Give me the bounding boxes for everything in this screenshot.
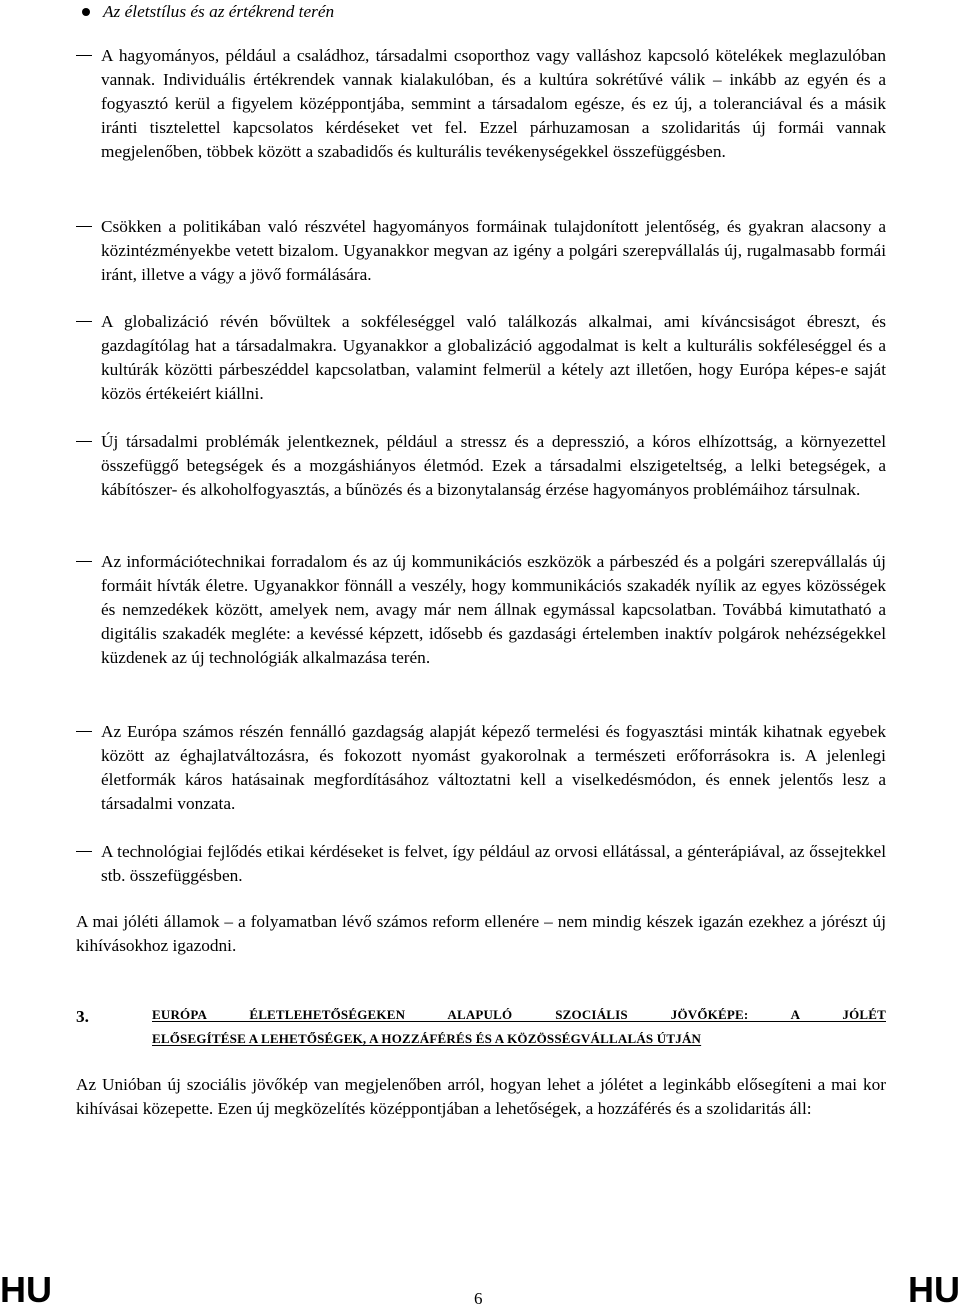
section-title-line: ELŐSEGÍTÉSE A LEHETŐSÉGEK, A HOZZÁFÉRÉS ÉS A KÖZÖSSÉGVÁLLALÁS ÚTJÁN [152,1031,702,1046]
dash-icon [76,851,92,852]
list-item-text: A globalizáció révén bővültek a sokféleséggel való találkozás alkalmai, ami kíváncsiságot ébreszt, és gazdagítólag hat a társadalmakra. Ugyanakkor a globalizáció aggodalmat is kelt a kulturális sokféleséggel és a kultúrák közötti párbeszéddel kapcsolatban, valamint felmerül a kétely azt illetően, hogy Európa képes-e saját közös értékeiért kiállni. [101,312,886,403]
language-code: HU [908,1269,960,1310]
section-number: 3. [76,1007,89,1026]
dash-icon [76,441,92,442]
section-title-line: EURÓPA ÉLETLEHETŐSÉGEKEN ALAPULÓ SZOCIÁLIS JÖVŐKÉPE: A JÓLÉT [152,1007,886,1022]
subheading-text: Az életstílus és az értékrend terén [103,2,335,21]
list-item-text: A technológiai fejlődés etikai kérdéseket is felvet, így például az orvosi ellátással, a génterápiával, az őssejtekkel stb. összefüggésben. [101,842,886,885]
dash-icon [76,55,92,56]
dash-icon [76,321,92,322]
page-number: 6 [474,1289,483,1308]
list-item-text: Az információtechnikai forradalom és az új kommunikációs eszközök a párbeszéd és a polgári szerepvállalás új formáit hívták életre. Ugyanakkor fönnáll a veszély, hogy kommunikációs szakadék nyílik az egyes közösségek és nemzedékek között, amelyek nem, avagy már nem állnak egymással kapcsolatban. Továbbá kimutatható a digitális szakadék megléte: a kevéssé képzett, idősebb és gazdasági értelemben inaktív polgárok nehézségekkel küzdenek az új technológiák alkalmazása terén. [101,552,886,667]
dash-icon [76,226,92,227]
list-item [76,840,886,888]
language-code: HU [0,1269,52,1310]
list-item [76,310,886,406]
section-subheading [76,0,896,24]
dash-icon [76,731,92,732]
list-item [76,550,886,670]
list-item-text: Csökken a politikában való részvétel hagyományos formáinak tulajdonított jelentőség, és gyakran alacsony a közintézményekbe vetett bizalom. Ugyanakkor megvan az igény a polgári szerepvállalás új, rugalmasabb formái iránt, illetve a vágy a jövő formálására. [101,217,886,284]
list-item-text: Az Európa számos részén fennálló gazdagság alapját képező termelési és fogyasztási minták kihatnak egyebek között az éghajlatváltozásra, és fokozott nyomást gyakorolnak a természeti erőforrásokra is. A jelenlegi életformák káros hatásainak megfordításához változtatni kell a viselkedésmódon, és ennek jelentős lesz a társadalmi vonzata. [101,722,886,813]
dash-icon [76,561,92,562]
list-item [76,720,886,816]
bullet-icon [82,8,90,16]
list-item [76,430,886,502]
list-item [76,44,886,164]
list-item [76,215,886,287]
list-item-text: Új társadalmi problémák jelentkeznek, például a stressz és a depresszió, a kóros elhízottság, a környezettel összefüggő betegségek és a mozgáshiányos életmód. Ezek a társadalmi elszigeteltség, a lelki betegségek, a kábítószer- és alkoholfogyasztás, a bűnözés és a bizonytalanság érzése hagyományos problémáihoz társulnak. [101,432,886,499]
list-item-text: A hagyományos, például a családhoz, társadalmi csoporthoz vagy valláshoz kapcsoló kötelékek meglazulóban vannak. Individuális értékrendek vannak kialakulóban, és a kultúra sokrétűvé válik – inkább az egyén és a fogyasztó kerül a figyelem középpontjába, semmint a társadalom egésze, és ez új, a toleranciával és a másik iránti tisztelettel kapcsolatos kérdéseket vet fel. Ezzel párhuzamosan a szolidaritás új formái vannak megjelenőben, többek között a szabadidős és kulturális tevékenységekkel összefüggésben. [101,46,886,161]
intro-paragraph: Az Unióban új szociális jövőkép van megjelenőben arról, hogyan lehet a jólétet a leginkább elősegíteni a mai kor kihívásai közepette. Ezen új megközelítés középpontjában a lehetőségek, a hozzáférés és a szolidaritás áll: [76,1075,886,1118]
closing-paragraph: A mai jóléti államok – a folyamatban lévő számos reform ellenére – nem mindig készek igazán ezekhez a jórészt új kihívásokhoz igazodni. [76,912,886,955]
